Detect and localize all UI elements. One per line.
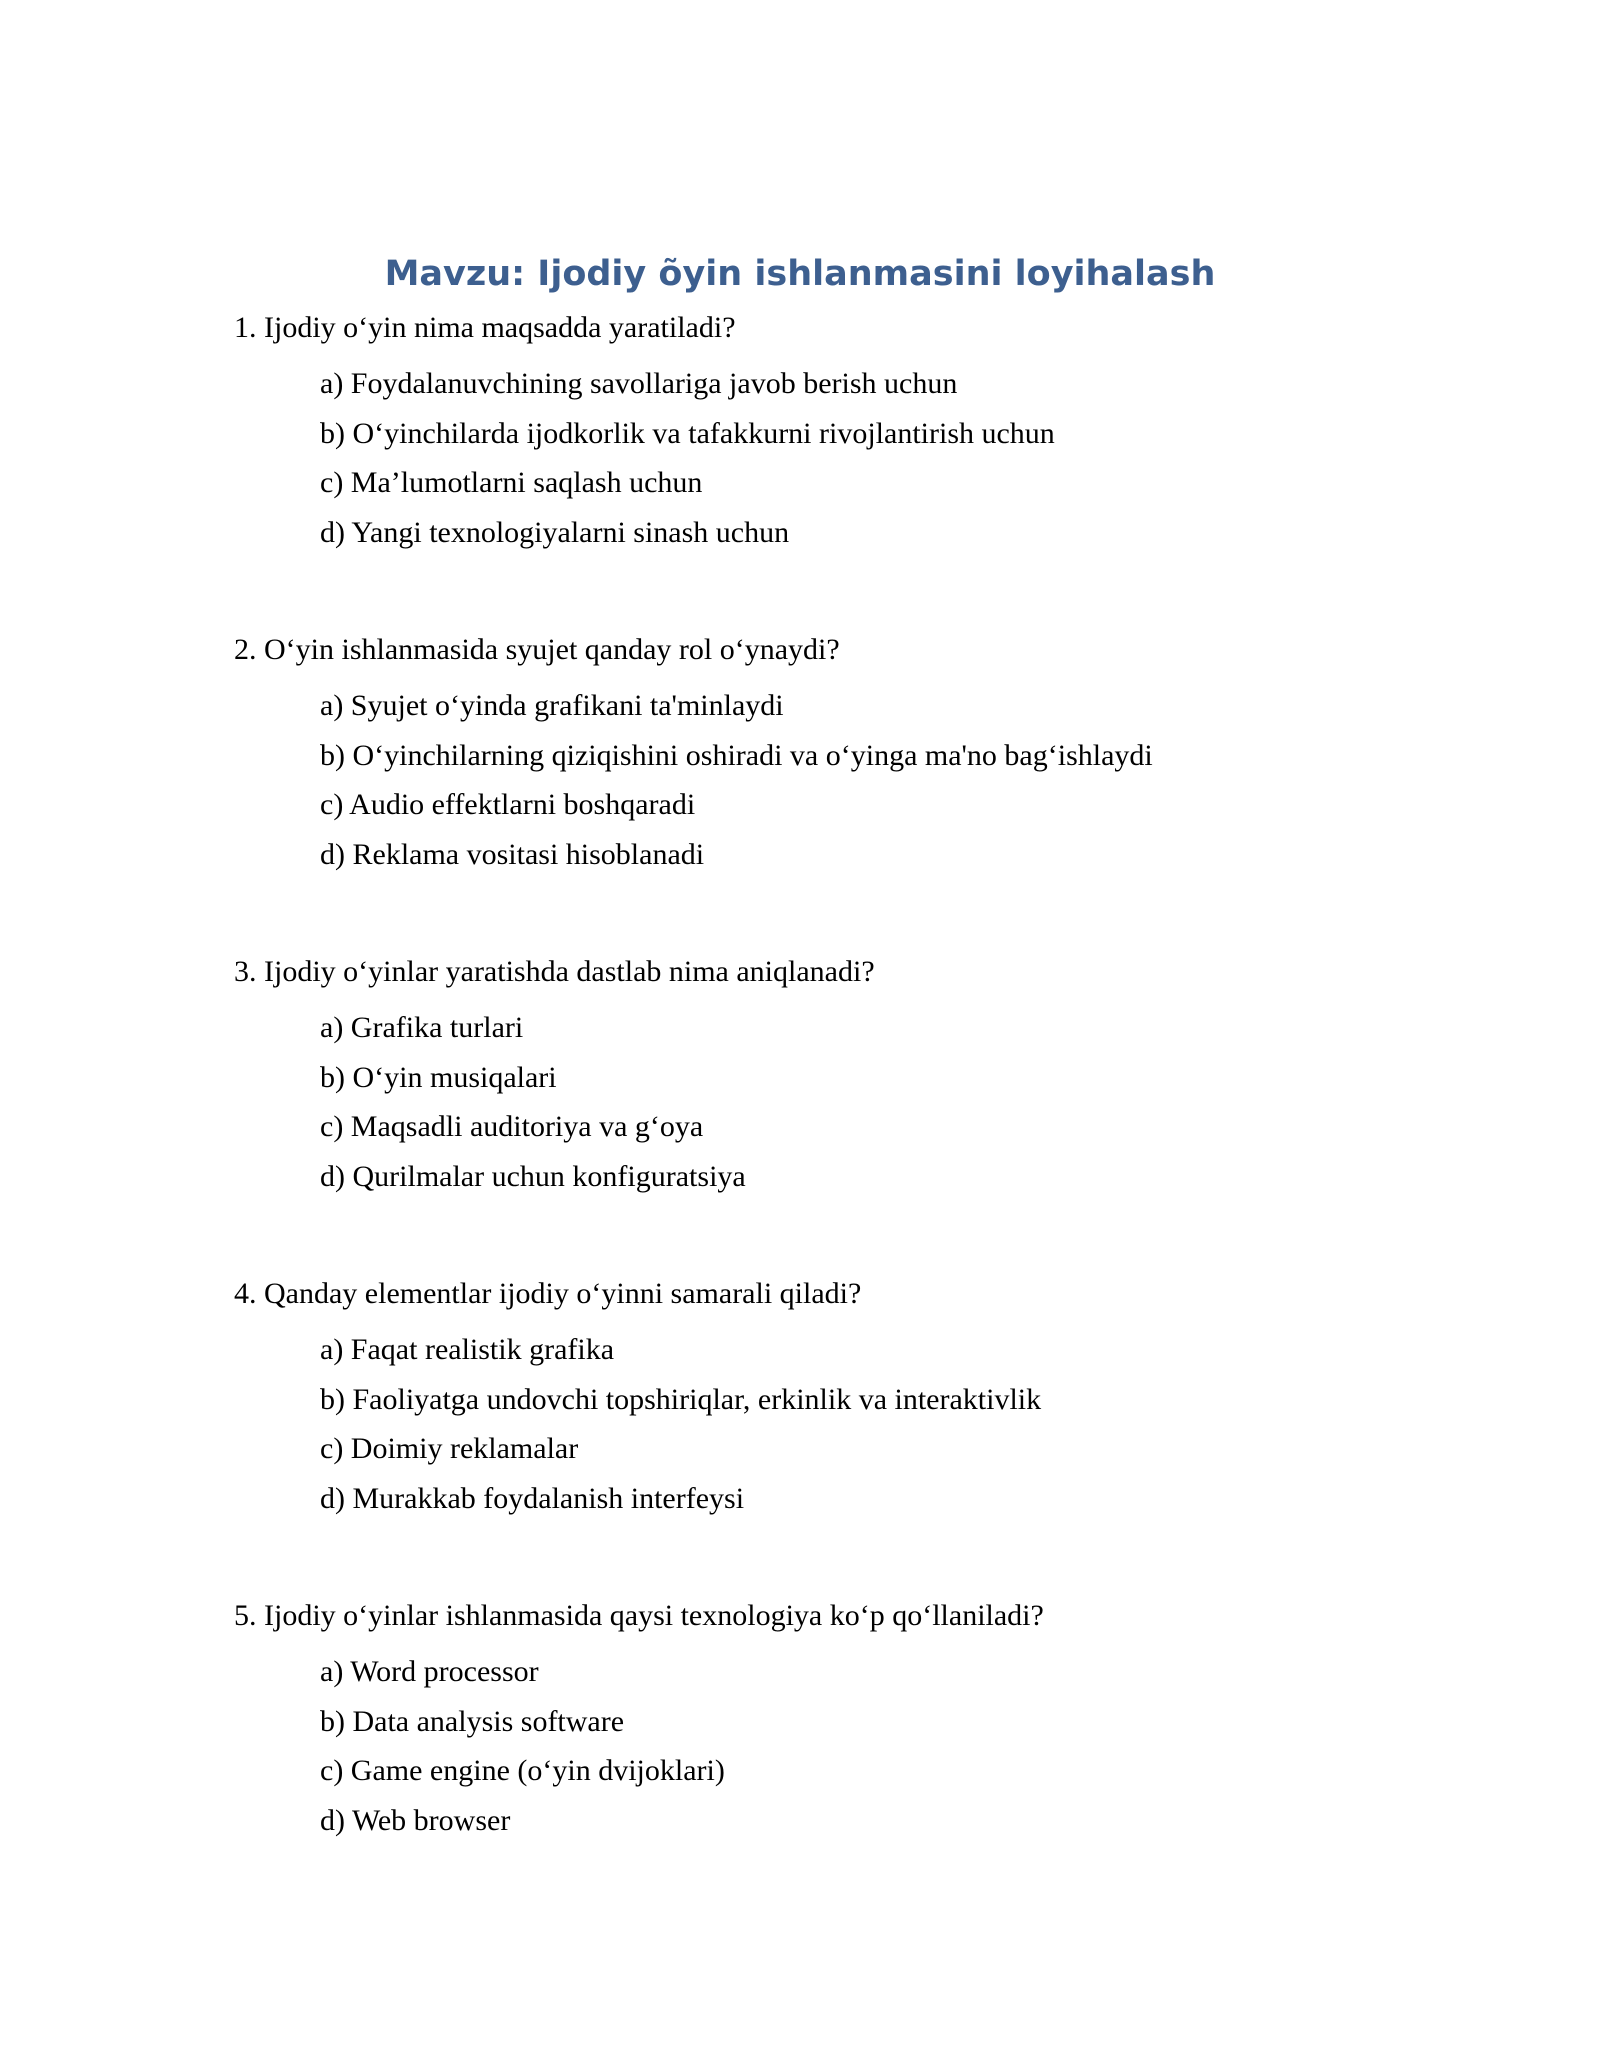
option-d: d) Murakkab foydalanish interfeysi [320,1481,745,1515]
option-a: a) Word processor [320,1655,539,1688]
page-title: Mavzu: Ijodiy õyin ishlanmasini loyihalash [384,254,1216,294]
question-text: 5. Ijodiy o‘yinlar ishlanmasida qaysi texnologiya ko‘p qo‘llaniladi? [234,1599,1044,1632]
option-list [320,364,1434,553]
option-c: c) Audio effektlarni boshqaradi [320,788,696,821]
option-a: a) Grafika turlari [320,1011,524,1044]
option-list [320,686,1434,875]
option-b: b) O‘yinchilarning qiziqishini oshiradi va o‘yinga ma'no bag‘ishlaydi [320,738,1153,772]
option-b: b) Data analysis software [320,1704,625,1738]
question-1 [234,308,1434,562]
option-list [320,1652,1434,1841]
option-b: b) Faoliyatga undovchi topshiriqlar, erkinlik va interaktivlik [320,1382,1042,1416]
question-text: 1. Ijodiy o‘yin nima maqsadda yaratiladi? [234,311,736,344]
option-d: d) Reklama vositasi hisoblanadi [320,837,705,871]
option-a: a) Syujet o‘yinda grafikani ta'minlaydi [320,689,784,722]
question-text: 2. O‘yin ishlanmasida syujet qanday rol o‘ynaydi? [234,633,840,666]
option-c: c) Game engine (o‘yin dvijoklari) [320,1754,725,1787]
question-2 [234,630,1434,884]
option-c: c) Doimiy reklamalar [320,1432,579,1465]
option-b: b) O‘yin musiqalari [320,1060,557,1094]
option-d: d) Yangi texnologiyalarni sinash uchun [320,515,790,549]
option-b: b) O‘yinchilarda ijodkorlik va tafakkurni rivojlantirish uchun [320,416,1055,450]
option-a: a) Foydalanuvchining savollariga javob berish uchun [320,367,958,400]
question-text: 4. Qanday elementlar ijodiy o‘yinni samarali qiladi? [234,1277,862,1310]
option-c: c) Maqsadli auditoriya va g‘oya [320,1110,704,1143]
option-list [320,1008,1434,1197]
option-a: a) Faqat realistik grafika [320,1333,615,1366]
option-c: c) Ma’lumotlarni saqlash uchun [320,466,703,499]
question-5 [234,1596,1434,1850]
option-list [320,1330,1434,1519]
question-3 [234,952,1434,1206]
option-d: d) Web browser [320,1803,511,1837]
question-text: 3. Ijodiy o‘yinlar yaratishda dastlab nima aniqlanadi? [234,955,875,988]
option-d: d) Qurilmalar uchun konfiguratsiya [320,1159,746,1193]
question-4 [234,1274,1434,1528]
